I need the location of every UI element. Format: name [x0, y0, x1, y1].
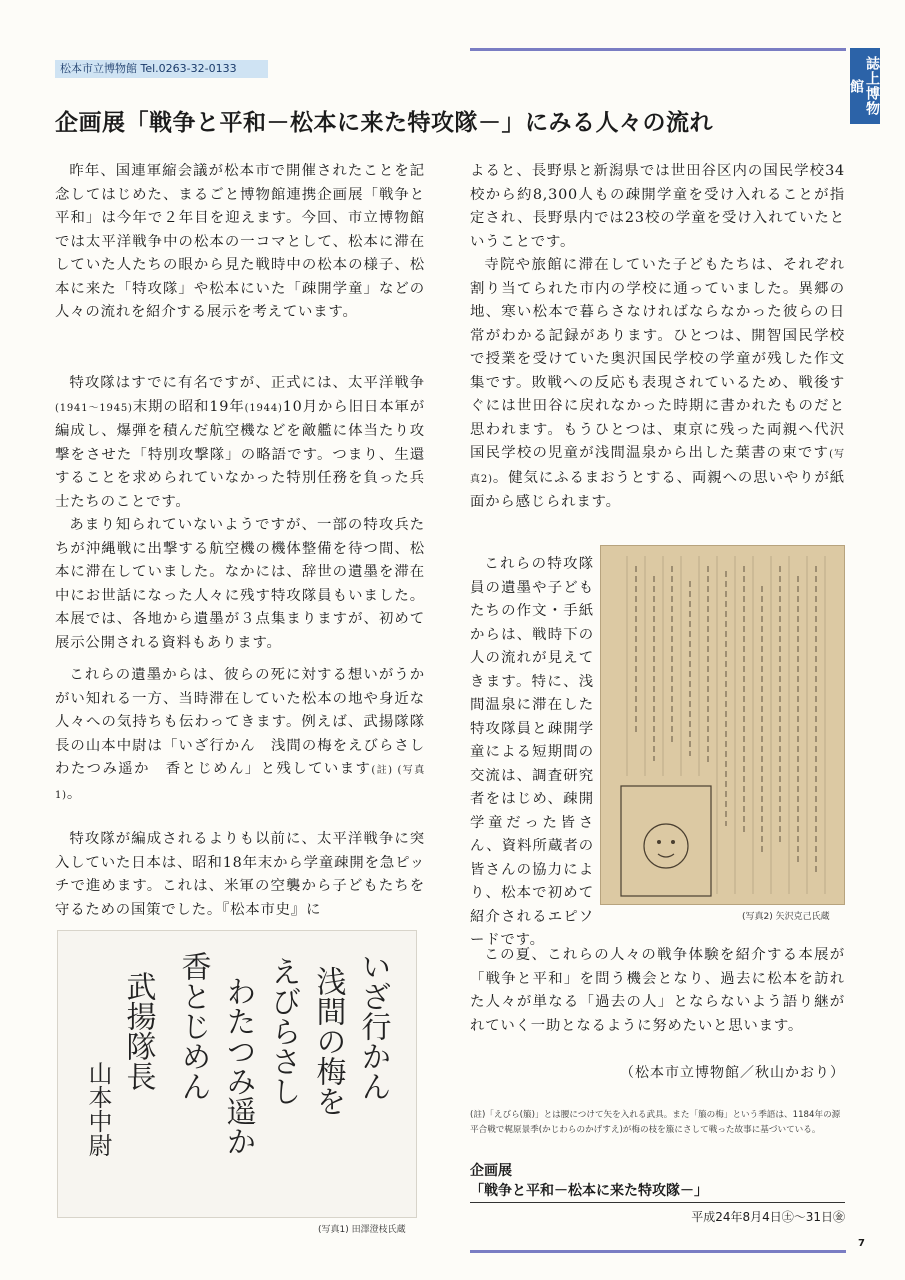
exhibit-dates: 平成24年8月4日㊏～31日㊎	[691, 1210, 845, 1224]
left-paragraph-1: 昨年、国連軍縮会議が松本市で開催されたことを記念してはじめた、まるごと博物館連携企画展「戦争と平和」は今年で２年目を迎えます。今回、市立博物館では太平洋戦争中の松本の一コマとして、松本に滞在していた人たちの眼から見た戦時中の松本の様子、松本に来た「特攻隊」や松本にいた「疎開学童」などの人々の流れを紹介する展示を考えています。	[55, 163, 425, 320]
author-signature: （松本市立博物館／秋山かおり）	[620, 1065, 845, 1081]
reference-note: (写真2)	[470, 449, 845, 485]
postcard-image	[601, 546, 844, 904]
exhibit-divider	[470, 1202, 845, 1203]
calligraphy-line: えびらさし	[265, 956, 301, 1106]
left-paragraph-5: 特攻隊が編成されるよりも以前に、太平洋戦争に突入していた日本は、昭和18年末から学童疎開を急ピッチで進めます。これは、米軍の空襲から子どもたちを守るための国策でした。『松本市史』に	[55, 831, 425, 918]
right-paragraph-3-narrow: これらの特攻隊員の遺墨や子どもたちの作文・手紙からは、戦時下の人の流れが見えてきます。特に、浅間温泉に滞在した特攻隊員と疎開学童による短期間の交流は、調査研究者をはじめ、疎開学童だった皆さん、資料所蔵者の皆さんの協力により、松本で初めて紹介されるエピソードです。	[470, 556, 594, 948]
left-paragraph-2	[55, 372, 425, 514]
photo-calligraphy	[57, 930, 417, 1218]
text-segment: これらの遺墨からは、彼らの死に対する想いがうかがい知れる一方、当時滞在していた松本の地や身近な人々への気持ちも伝わってきます。例えば、武揚隊隊長の山本中尉は「いざ行かん 浅間の梅をえびらさし わたつみ遥か 香とじめん」と残しています	[55, 667, 441, 777]
photo1-caption: (写真1) 田澤澄枝氏蔵	[318, 1225, 406, 1235]
top-rule	[470, 48, 846, 51]
text-segment: 。健気にふるまおうとする、両親への思いやりが紙面から感じられます。	[470, 469, 845, 510]
bottom-rule	[470, 1250, 846, 1253]
right-paragraph-1: よると、長野県と新潟県では世田谷区内の国民学校34校から約8,300人もの疎開学童を受け入れることが指定され、長野県内では23校の学童を受け入れていたということです。	[470, 163, 845, 250]
photo-postcard	[600, 545, 845, 905]
text-segment: 特攻隊はすでに有名ですが、正式には、太平洋戦争	[69, 375, 425, 391]
page-title: 企画展「戦争と平和－松本に来た特攻隊－」にみる人々の流れ	[55, 109, 713, 136]
calligraphy-line: 山本中尉	[84, 1061, 112, 1157]
calligraphy-line: 浅間の梅を	[310, 966, 346, 1116]
right-paragraph-2	[470, 254, 845, 515]
calligraphy-line: いざ行かん	[355, 951, 391, 1101]
left-paragraph-3: あまり知られていないようですが、一部の特攻兵たちが沖縄戦に出撃する航空機の機体整備を待つ間、松本に滞在していました。なかには、辞世の遺墨を滞在中にお世話になった人々に残す特攻隊員もいました。本展では、各地から遺墨が３点集まりますが、初めて展示公開される資料もあります。	[55, 517, 425, 651]
calligraphy-line: 香とじめん	[175, 951, 211, 1101]
calligraphy-line: 武揚隊長	[120, 971, 156, 1091]
section-side-title: 誌上博物館	[850, 48, 880, 124]
text-segment: 。	[66, 785, 83, 802]
text-segment: 寺院や旅館に滞在していた子どもたちは、それぞれ割り当てられた市内の学校に通っていました。異郷の地、寒い松本で暮らさなければならなかった彼らの日常がわかる記録があります。ひとつは、開智国民学校で授業を受けていた奥沢国民学校の学童が残した作文集です。敗戦への反応も表現されているため、戦後すぐには世田谷に戻れなかった時期に書かれたものだと思われます。もうひとつは、東京に残った両親へ代沢国民学校の児童が浅間温泉から出した葉書の束です	[470, 257, 845, 461]
museum-contact-tag: 松本市立博物館 Tel.0263-32-0133	[55, 60, 268, 78]
left-paragraph-4	[55, 664, 441, 807]
calligraphy-line: わたつみ遥か	[220, 976, 256, 1156]
photo2-caption: (写真2) 矢沢克己氏蔵	[742, 912, 830, 922]
reference-note: (註) (写真1)	[55, 765, 425, 801]
right-paragraph-4: この夏、これらの人々の戦争体験を紹介する本展が「戦争と平和」を問う機会となり、過去に松本を訪れた人々が単なる「過去の人」とならないよう語り継がれていく一助となるように努めたいと思います。	[470, 947, 845, 1034]
year-note: (1944)	[244, 402, 283, 414]
footnote: (註)「えびら(箙)」とは腰につけて矢を入れる武具。また「箙の梅」という季語は、1184年の源平合戦で梶原景季(かじわらのかげすえ)が梅の枝を箙にさして戦った故事に基づいている。	[470, 1110, 841, 1135]
text-segment: 末期の昭和19年	[132, 398, 245, 415]
years-note: (1941～1945)	[55, 402, 133, 414]
text-segment: 10月から旧日本軍が編成し、爆弾を積んだ航空機などを敵艦に体当たり攻撃をさせた「特別攻撃隊」の略語です。つまり、生還することを求められていなかった特別任務を負った兵士たちのことです。	[55, 398, 425, 510]
exhibit-name: 「戦争と平和－松本に来た特攻隊－」	[470, 1183, 708, 1199]
calligraphy-image	[58, 931, 416, 1217]
page-number: 7	[858, 1238, 865, 1249]
exhibit-label: 企画展	[470, 1163, 512, 1179]
